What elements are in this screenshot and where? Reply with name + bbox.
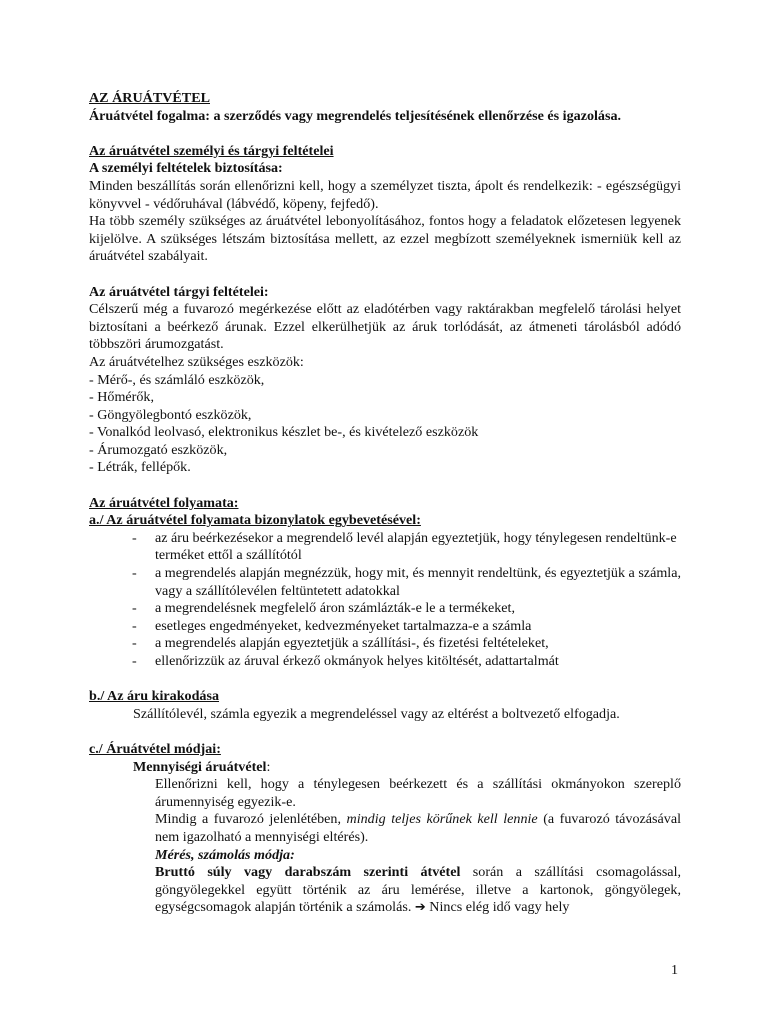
right-arrow-icon: ➔ [414,900,426,916]
list-item: - ellenőrizzük az áruval érkező okmányok helyes kitöltését, adattartalmát [89,653,681,671]
tools-intro: Az áruátvételhez szükséges eszközök: [89,353,304,370]
gross-weight-text-end: Nincs elég idő vagy hely [425,899,570,916]
quantity-paragraph-1: Ellenőrizni kell, hogy a ténylegesen beérkezett és a szállítási okmányokon szereplő árumennyiség egyezik-e. [155,776,681,810]
subsection-b-heading: b./ Az áru kirakodása [89,688,220,705]
process-list [89,530,681,671]
tool-item: - Létrák, fellépők. [89,459,191,476]
section2-paragraph-1: Célszerű még a fuvarozó megérkezése előtt az eladótérben vagy raktárakban megfelelő tárolási helyet biztosítani a beérkező árunak. Ezzel elkerülhetjük az áruk torlódását, az átmeneti tárolásból adódó többszöri árumozgatást. [89,301,681,353]
definition: Áruátvétel fogalma: a szerződés vagy megrendelés teljesítésének ellenőrzése és igazolása. [89,107,622,124]
gross-weight-label: Bruttó súly vagy darabszám szerinti átvétel [155,864,461,881]
presence-text-end: (a fuvarozó távozásával nem igazolható a mennyiségi eltérés). [155,811,681,845]
list-item: - a megrendelés alapján megnézzük, hogy mit, és mennyit rendeltünk, és egyeztetjük a számla, vagy a szállítólevélen feltüntetett adatokkal [89,565,681,600]
section1-paragraph-1: Minden beszállítás során ellenőrizni kell, hogy a személyzet tiszta, ápolt és rendelkezik: - egészségügyi könyvvel - védőruhával (lábvédő, köpeny, fejfedő). [89,177,681,212]
subsection-c-heading: c./ Áruátvétel módjai: [89,740,221,757]
tool-item: - Hőmérők, [89,389,154,406]
list-item: - a megrendelésnek megfelelő áron számlázták-e le a termékeket, [89,600,681,618]
list-item: - esetleges engedményeket, kedvezményeket tartalmazza-e a számla [89,618,681,636]
gross-weight-text: során a szállítási csomagolással, göngyölegekkel együtt történik az áru lemérése, illetve a kartonok, göngyölegek, egységcsomagok alapján történik a számolás. [155,864,682,916]
section3-heading: Az áruátvétel folyamata: [89,494,239,511]
subsection-b-text: Szállítólevél, számla egyezik a megrendeléssel vagy az eltérést a boltvezető elfogadja. [133,705,620,722]
section2-heading: Az áruátvétel tárgyi feltételei: [89,283,269,300]
list-item: - a megrendelés alapján egyeztetjük a szállítási-, és fizetési feltételeket, [89,635,681,653]
measurement-heading [89,847,681,865]
section1-subheading: A személyi feltételek biztosítása: [89,160,283,177]
tool-item: - Mérő-, és számláló eszközök, [89,371,265,388]
section1-paragraph-2: Ha több személy szükséges az áruátvétel lebonyolításához, fontos hogy a feladatok előzetesen legyenek kijelölve. A szükséges létszám biztosítása mellett, az ezzel megbízott személyeknek ismerniük kell az áruátvétel szabályait. [89,213,681,265]
list-item: - az áru beérkezésekor a megrendelő levél alapján egyeztetjük, hogy ténylegesen rendeltünk-e terméket ettől a szállítótól [89,530,681,565]
tool-item: - Vonalkód leolvasó, elektronikus készlet be-, és kivételező eszközök [89,424,479,441]
quantity-reception-heading [89,759,681,777]
quantity-paragraph-3 [89,864,681,917]
presence-text: Mindig a fuvarozó jelenlétében, [155,811,347,828]
document-page [89,90,681,917]
quantity-reception-label: Mennyiségi áruátvétel [133,758,267,775]
measurement-label: Mérés, számolás módja: [155,846,295,863]
quantity-paragraph-2 [89,811,681,846]
tool-item: - Árumozgató eszközök, [89,441,228,458]
subsection-a-heading: a./ Az áruátvétel folyamata bizonylatok egybevetésével: [89,512,421,529]
page-title: AZ ÁRUÁTVÉTEL [89,90,210,106]
page-number: 1 [671,962,679,978]
completeness-emphasis: mindig teljes körűnek kell lennie [346,811,538,828]
tool-item: - Göngyölegbontó eszközök, [89,406,252,423]
quantity-reception-colon: : [266,758,271,775]
section1-heading: Az áruátvétel személyi és tárgyi feltételei [89,142,334,159]
